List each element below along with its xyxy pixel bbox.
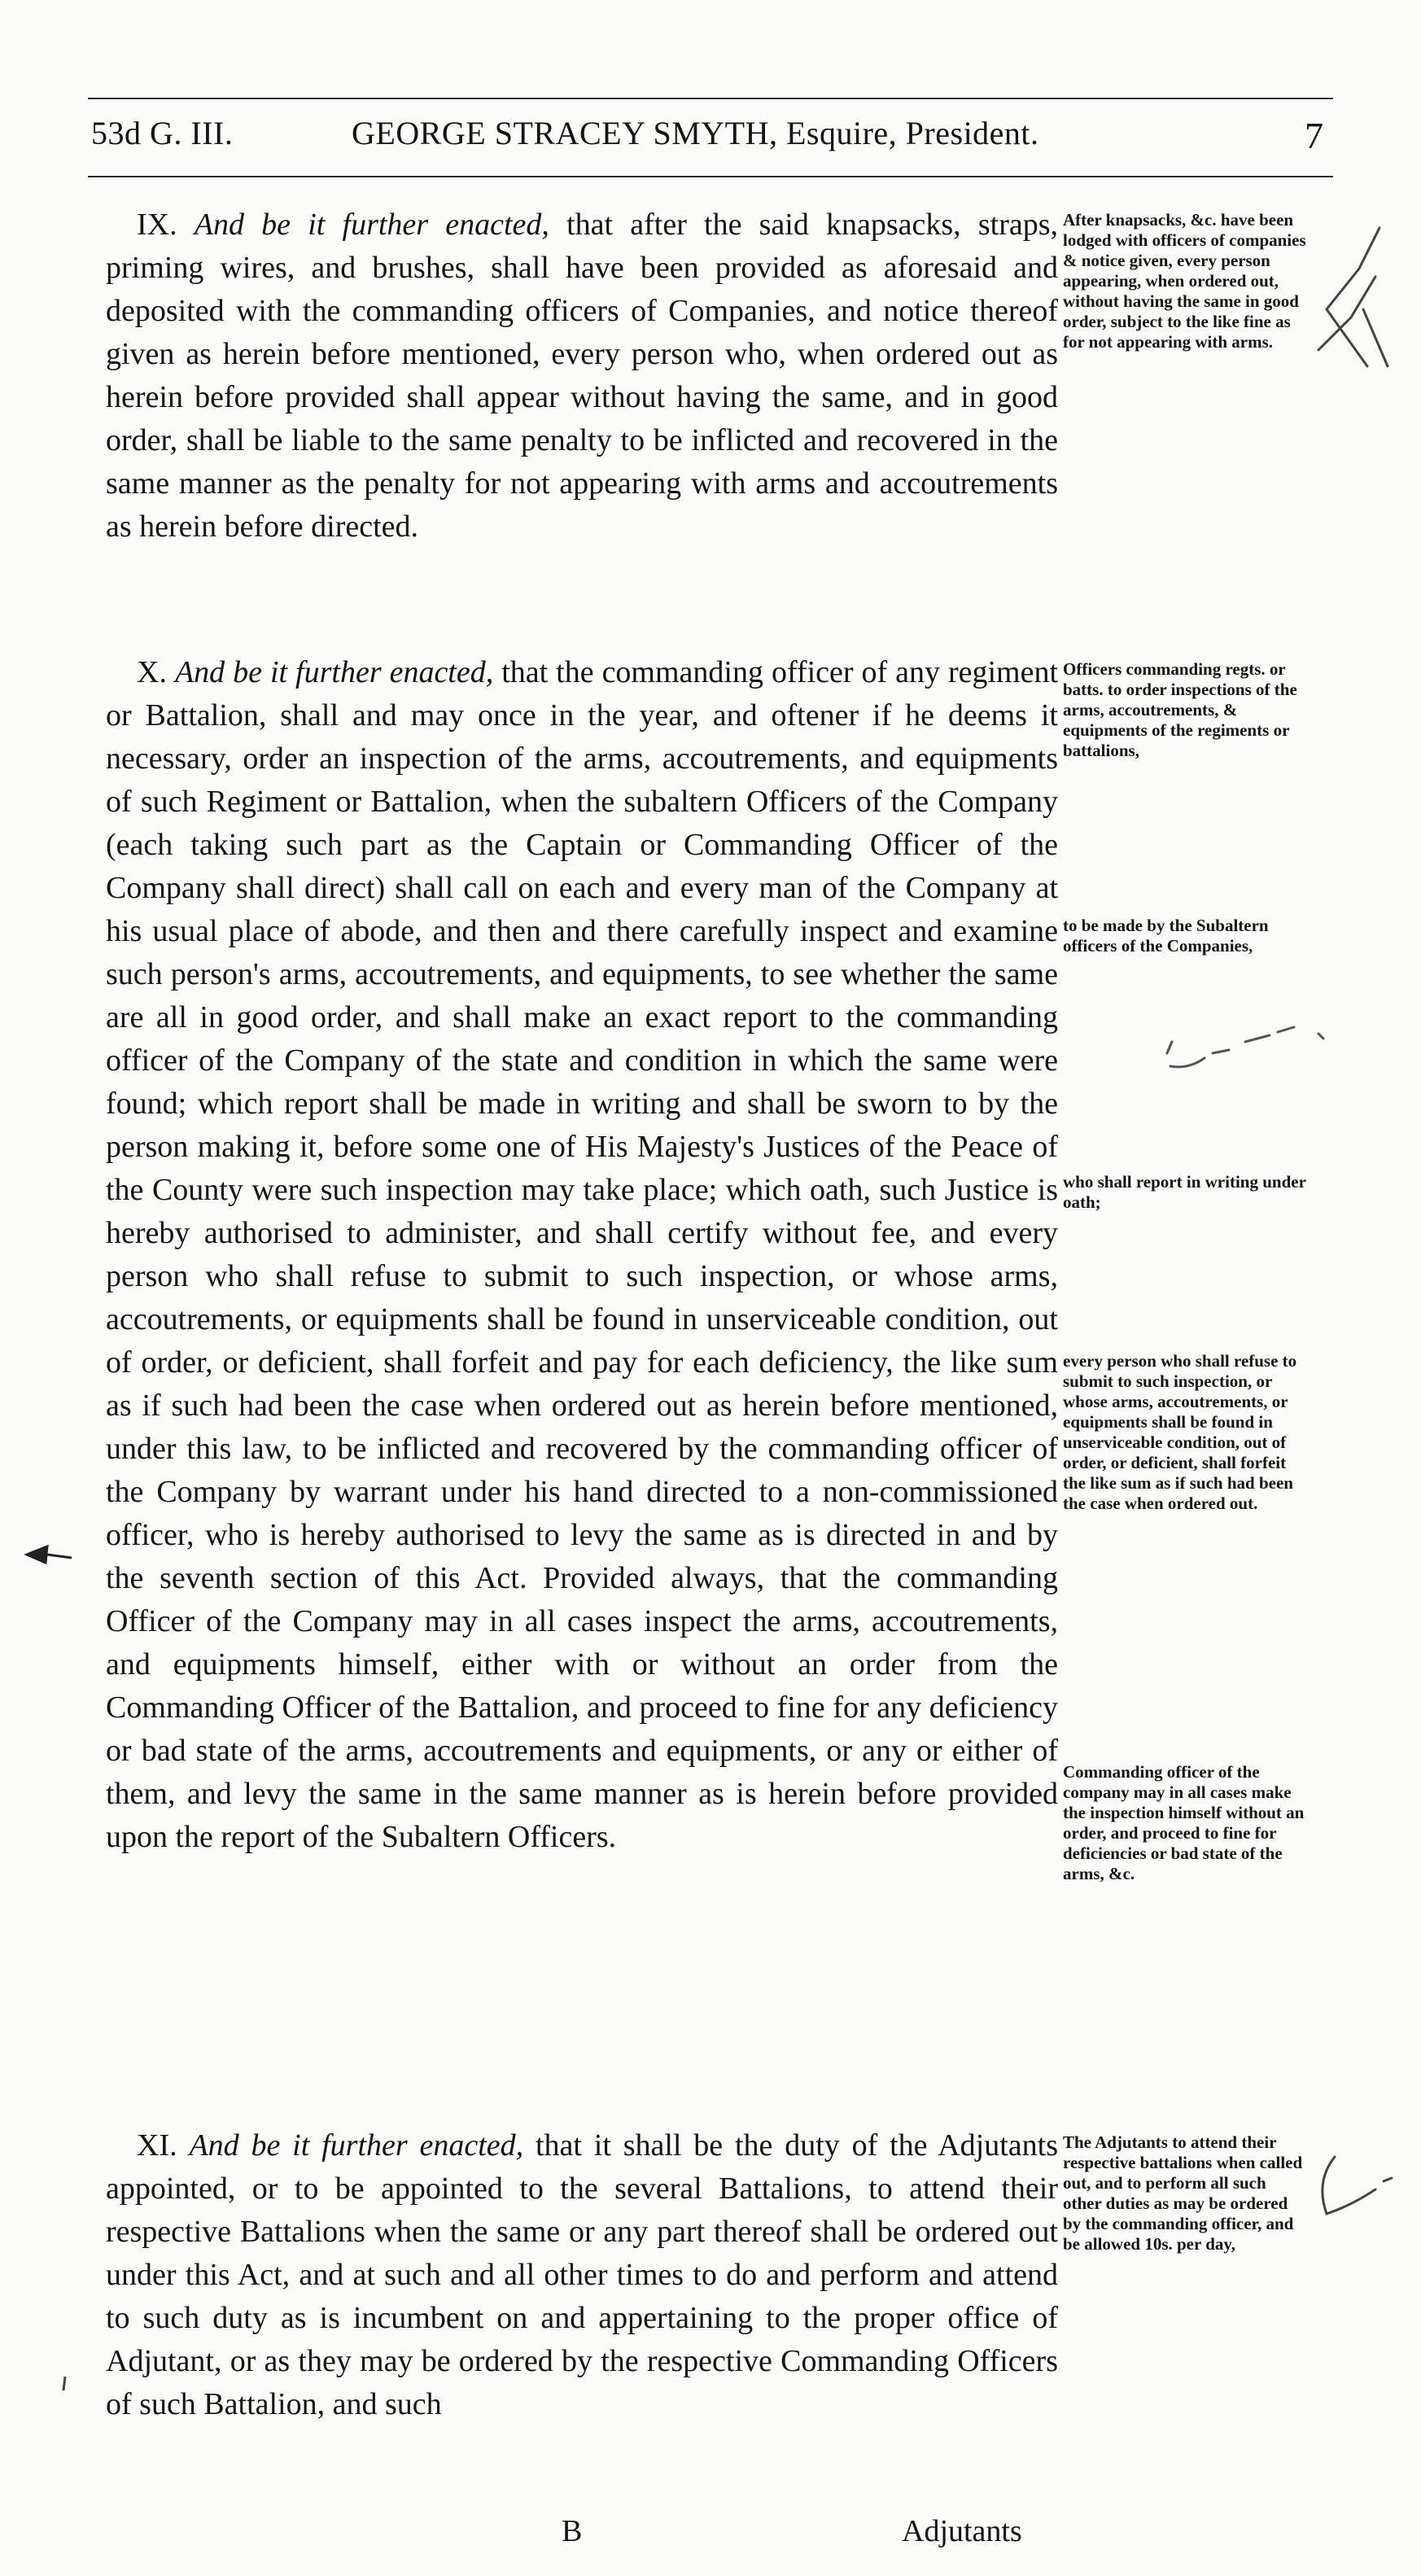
section-ix-paragraph	[106, 203, 1058, 549]
pencil-bracket-mark-icon	[1310, 2149, 1400, 2230]
section-x	[106, 651, 1058, 1859]
margin-note-x-1	[1063, 659, 1307, 761]
margin-note-ix	[1063, 210, 1307, 352]
margin-note: to be made by the Subaltern officers of the Companies,	[1063, 916, 1269, 956]
section-ix	[106, 203, 1058, 549]
margin-note-xi	[1063, 2132, 1307, 2255]
section-xi-lead: And be it further enacted,	[189, 2128, 524, 2163]
margin-note: After knapsacks, &c. have been lodged with officers of companies & notice given, every person appearing, when ordered out, without having the same in good order, subject to the like fine as for not appearing with arms.	[1063, 210, 1306, 352]
hand-pointer-mark-icon	[23, 1538, 80, 1571]
section-xi-body: that it shall be the duty of the Adjutants appointed, or to be appointed to the several Battalions, to attend their respective Battalions when the same or any part thereof shall be ordered out under this Act, and at such and all other times to do and perform and attend to such duty as is incumbent on and appertaining to the proper office of Adjutant, or as they may be ordered by the respective Commanding Officers of such Battalion, and such	[106, 2128, 1059, 2421]
margin-note: The Adjutants to attend their respective battalions when called out, and to perform all such other duties as may be ordered by the commanding officer, and be allowed 10s. per day,	[1063, 2132, 1303, 2254]
section-ix-number: IX.	[137, 208, 177, 242]
section-xi	[106, 2124, 1058, 2426]
margin-note-x-5	[1063, 1762, 1307, 1884]
section-x-number: X.	[137, 655, 167, 689]
section-ix-lead: And be it further enacted,	[194, 208, 549, 242]
section-x-lead: And be it further enacted,	[174, 655, 494, 689]
margin-note-x-4	[1063, 1351, 1307, 1514]
header-title: GEORGE STRACEY SMYTH, Esquire, President.	[352, 115, 1039, 151]
catchword: Adjutants	[902, 2514, 1022, 2548]
section-xi-number: XI.	[137, 2128, 177, 2163]
running-header	[91, 114, 1328, 171]
margin-note: Officers commanding regts. or batts. to order inspections of the arms, accoutrements, & equipments of the regiments or battalions,	[1063, 659, 1297, 760]
margin-note: every person who shall refuse to submit to such inspection, or whose arms, accoutrements, or equipments shall be found in unserviceable condition, out of order, or deficient, shall forfeit the like sum as if such had been the case when ordered out.	[1063, 1351, 1297, 1513]
margin-note-x-3	[1063, 1172, 1307, 1213]
margin-note-x-2	[1063, 916, 1307, 956]
section-x-paragraph	[106, 651, 1058, 1859]
top-rule	[88, 98, 1333, 99]
pencil-x-mark-icon	[1302, 220, 1400, 464]
section-ix-body: that after the said knapsacks, straps, priming wires, and brushes, shall have been provided as aforesaid and deposited with the commanding officers of Companies, and notice thereof given as herein before mentioned, every person who, when ordered out as herein before provided shall appear without having the same, and in good order, shall be liable to the same penalty to be inflicted and recovered in the same manner as the penalty for not appearing with arms and accoutrements as herein before directed.	[106, 208, 1059, 544]
section-x-body: that the commanding officer of any regiment or Battalion, shall and may once in the year, and oftener if he deems it necessary, order an inspection of the arms, accoutrements, and equipments of such Regiment or Battalion, when the subaltern Officers of the Company (each taking such part as the Captain or Commanding Officer of the Company shall direct) shall call on each and every man of the Company at his usual place of abode, and then and there carefully inspect and examine such person's arms, accoutrements, and equipments, to see whether the same are all in good order, and shall make an exact report to the commanding officer of the Company of the state and condition in which the same were found; which report shall be made in writing and shall be sworn to by the person making it, before some one of His Majesty's Justices of the Peace of the County were such inspection may take place; which oath, such Justice is hereby authorised to administer, and shall certify without fee, and every person who shall refuse to submit to such inspection, or whose arms, accoutrements, or equipments shall be found in unserviceable condition, out of order, or deficient, shall forfeit and pay for each deficiency, the like sum as if such had been the case when ordered out as herein before mentioned, under this law, to be inflicted and recovered by the commanding officer of the Company by warrant under his hand directed to a non-commissioned officer, who is hereby authorised to levy the same as is directed in and by the seventh section of this Act. Provided always, that the commanding Officer of the Company may in all cases inspect the arms, accoutrements, and equipments himself, either with or without an order from the Commanding Officer of the Battalion, and proceed to fine for any deficiency or bad state of the arms, accoutrements and equipments, or any or either of them, and levy the same in the same manner as is herein before provided upon the report of the Subaltern Officers.	[106, 655, 1059, 1854]
pencil-tick-mark-icon	[1156, 1017, 1367, 1091]
margin-note: who shall report in writing under oath;	[1063, 1172, 1306, 1212]
header-rule	[88, 176, 1333, 177]
ink-dot-mark-icon	[57, 2373, 73, 2397]
section-xi-paragraph	[106, 2124, 1058, 2426]
page-number: 7	[1305, 115, 1323, 156]
margin-note: Commanding officer of the company may in all cases make the inspection himself without an order, and proceed to fine for deficiencies or bad state of the arms, &c.	[1063, 1762, 1305, 1883]
signature-mark: B	[562, 2514, 583, 2548]
header-regnal-year: 53d G. III.	[91, 115, 234, 151]
